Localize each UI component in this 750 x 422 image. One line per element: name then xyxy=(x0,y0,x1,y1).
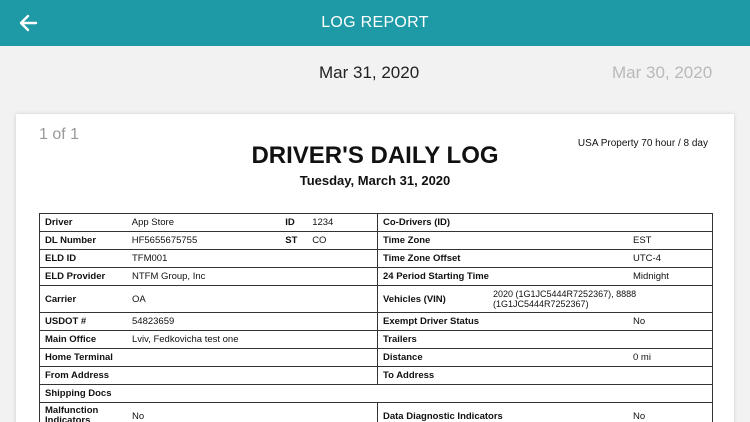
date-selector xyxy=(0,46,750,108)
field-value: Midnight xyxy=(633,271,669,282)
table-row xyxy=(40,232,713,250)
field-label: ST xyxy=(285,235,298,246)
field-label: Co-Drivers (ID) xyxy=(383,217,451,228)
table-row xyxy=(40,313,713,331)
table-row xyxy=(40,367,713,385)
field-value: OA xyxy=(132,293,146,305)
field-value: No xyxy=(633,316,646,327)
page-indicator: 1 of 1 xyxy=(39,126,80,143)
field-label: Distance xyxy=(383,352,423,363)
field-label: USDOT # xyxy=(45,316,87,327)
field-label: Trailers xyxy=(383,334,417,345)
table-row xyxy=(40,403,713,422)
field-label: ID xyxy=(285,217,295,228)
field-value: NTFM Group, Inc xyxy=(132,271,206,282)
table-row xyxy=(40,349,713,367)
field-label: From Address xyxy=(45,370,110,381)
page-title: LOG REPORT xyxy=(321,14,429,31)
ruleset-label: USA Property 70 hour / 8 day xyxy=(577,138,708,149)
table-row xyxy=(40,268,713,286)
field-value: No xyxy=(132,410,145,422)
field-label: Carrier xyxy=(45,293,77,305)
field-value: 54823659 xyxy=(132,316,175,327)
table-row xyxy=(40,214,713,232)
table-row xyxy=(40,250,713,268)
field-value: 2020 (1G1JC5444R7252367), 8888 (1G1JC5444R7252367) xyxy=(493,289,637,309)
field-label: Home Terminal xyxy=(45,352,113,363)
current-date-tab[interactable]: Mar 31, 2020 xyxy=(319,63,420,82)
field-label: ELD Provider xyxy=(45,271,106,282)
table-row xyxy=(40,286,713,313)
app-bar xyxy=(0,0,750,46)
field-label: Time Zone Offset xyxy=(383,253,461,264)
field-label: Data Diagnostic Indicators xyxy=(383,410,503,422)
field-label: Vehicles (VIN) xyxy=(383,293,446,305)
table-row xyxy=(40,385,713,403)
previous-date-tab[interactable]: Mar 30, 2020 xyxy=(612,63,713,82)
field-value: TFM001 xyxy=(132,253,168,264)
field-label: Malfunction Indicators xyxy=(45,405,99,422)
field-value: No xyxy=(633,410,646,422)
field-value: UTC-4 xyxy=(633,253,661,264)
field-label: Main Office xyxy=(45,334,97,345)
field-label: Exempt Driver Status xyxy=(383,316,480,327)
table-row xyxy=(40,331,713,349)
field-label: Shipping Docs xyxy=(45,388,112,399)
field-value: EST xyxy=(633,235,652,246)
field-value: CO xyxy=(312,235,327,246)
document-date: Tuesday, March 31, 2020 xyxy=(299,173,451,188)
field-value: App Store xyxy=(131,217,174,228)
field-value: 0 mi xyxy=(633,352,651,363)
log-report-sheet xyxy=(16,114,734,422)
field-label: Driver xyxy=(45,217,73,228)
field-value: Lviv, Fedkovicha test one xyxy=(132,334,239,345)
log-details-table xyxy=(39,213,713,422)
field-value: 1234 xyxy=(312,217,334,228)
field-label: ELD ID xyxy=(45,253,77,264)
field-label: To Address xyxy=(383,370,435,381)
field-label: 24 Period Starting Time xyxy=(383,271,489,282)
field-label: Time Zone xyxy=(383,235,431,246)
field-value: HF5655675755 xyxy=(131,235,198,246)
document-title: DRIVER'S DAILY LOG xyxy=(251,142,499,169)
field-label: DL Number xyxy=(45,235,97,246)
